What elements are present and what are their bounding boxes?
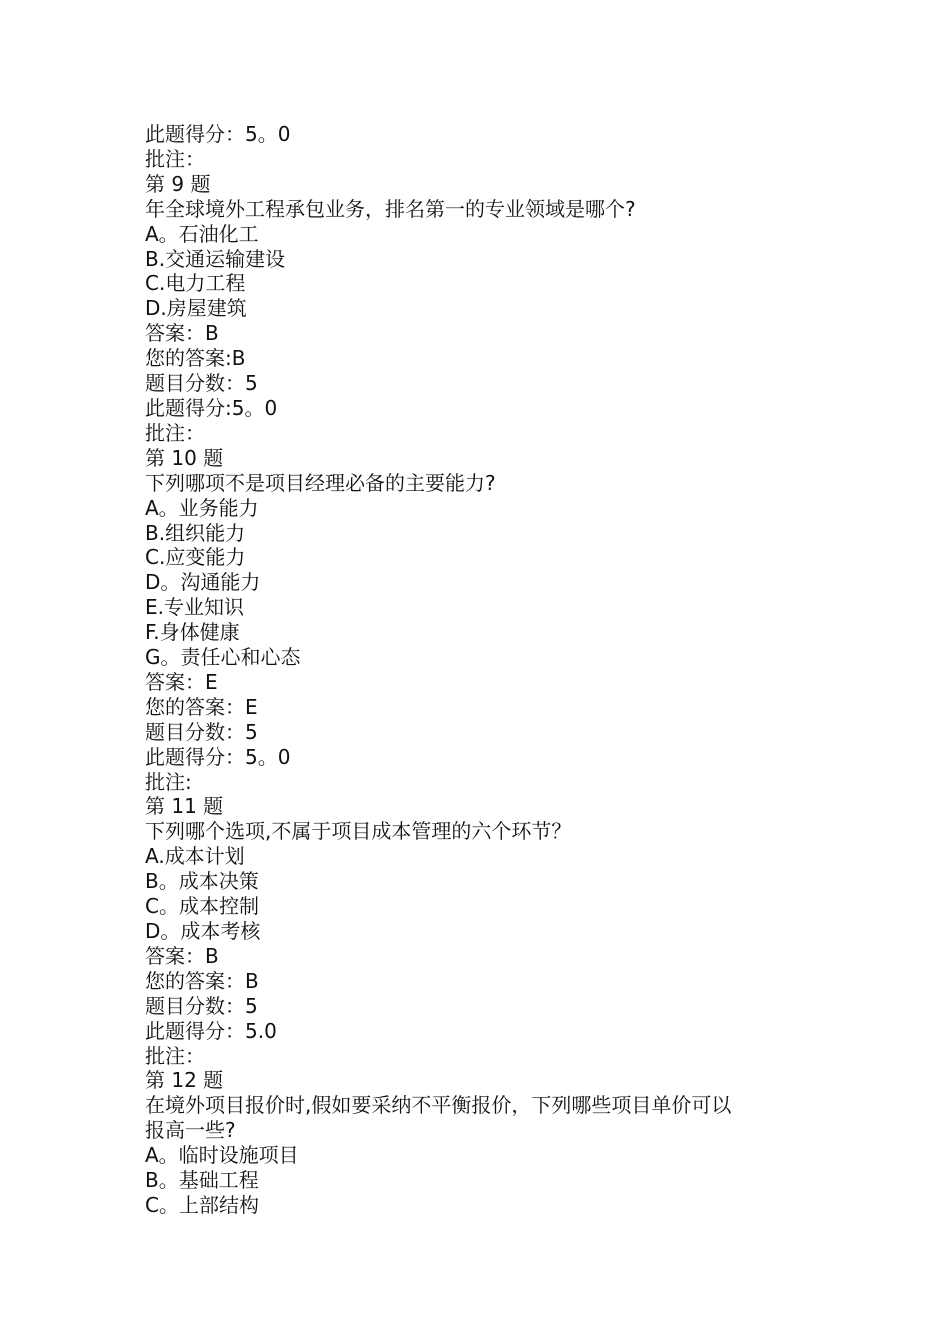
option-c: C。上部结构 — [145, 1192, 259, 1217]
correct-answer: 答案：B — [145, 321, 219, 346]
option-a: A.成本计划 — [145, 844, 245, 869]
option-f: F.身体健康 — [145, 620, 240, 645]
option-g: G。责任心和心态 — [145, 645, 301, 670]
question-text: 下列哪个选项,不属于项目成本管理的六个环节？ — [145, 819, 572, 844]
option-c: C.应变能力 — [145, 545, 246, 570]
your-answer: 您的答案:B — [145, 346, 246, 371]
question-points: 题目分数：5 — [145, 993, 258, 1018]
question-text: 年全球境外工程承包业务，排名第一的专业领域是哪个? — [145, 196, 636, 221]
correct-answer: 答案：B — [145, 943, 219, 968]
option-d: D.房屋建筑 — [145, 296, 247, 321]
option-b: B.组织能力 — [145, 520, 246, 545]
score-line: 此题得分：5。0 — [145, 122, 291, 146]
score-line: 此题得分：5。0 — [145, 744, 291, 769]
comment-label: 批注： — [145, 146, 205, 171]
option-d: D。沟通能力 — [145, 570, 261, 595]
question-text: 下列哪项不是项目经理必备的主要能力? — [145, 470, 496, 495]
option-b: B。成本决策 — [145, 869, 259, 894]
option-a: A。石油化工 — [145, 221, 259, 246]
option-c: C。成本控制 — [145, 894, 259, 919]
your-answer: 您的答案：E — [145, 694, 258, 719]
comment-label: 批注： — [145, 1043, 205, 1068]
question-text: 在境外项目报价时,假如要采纳不平衡报价，下列哪些项目单价可以 — [145, 1093, 732, 1118]
document-text-body — [145, 122, 825, 1218]
your-answer: 您的答案：B — [145, 968, 259, 993]
question-number: 第 11 题 — [145, 794, 224, 819]
option-a: A。业务能力 — [145, 495, 259, 520]
question-number: 第 10 题 — [145, 445, 224, 470]
option-e: E.专业知识 — [145, 595, 244, 620]
comment-label: 批注: — [145, 769, 192, 794]
score-line: 此题得分:5。0 — [145, 395, 278, 420]
question-number: 第 9 题 — [145, 171, 211, 196]
option-b: B。基础工程 — [145, 1168, 259, 1193]
question-points: 题目分数：5 — [145, 371, 258, 396]
option-a: A。临时设施项目 — [145, 1143, 299, 1168]
correct-answer: 答案：E — [145, 669, 218, 694]
comment-label: 批注： — [145, 420, 205, 445]
question-points: 题目分数：5 — [145, 719, 258, 744]
question-number: 第 12 题 — [145, 1068, 224, 1093]
question-text-continued: 报高一些? — [145, 1118, 236, 1143]
option-d: D。成本考核 — [145, 919, 261, 943]
option-b: B.交通运输建设 — [145, 246, 286, 271]
option-c: C.电力工程 — [145, 271, 246, 296]
score-line: 此题得分：5.0 — [145, 1018, 277, 1043]
